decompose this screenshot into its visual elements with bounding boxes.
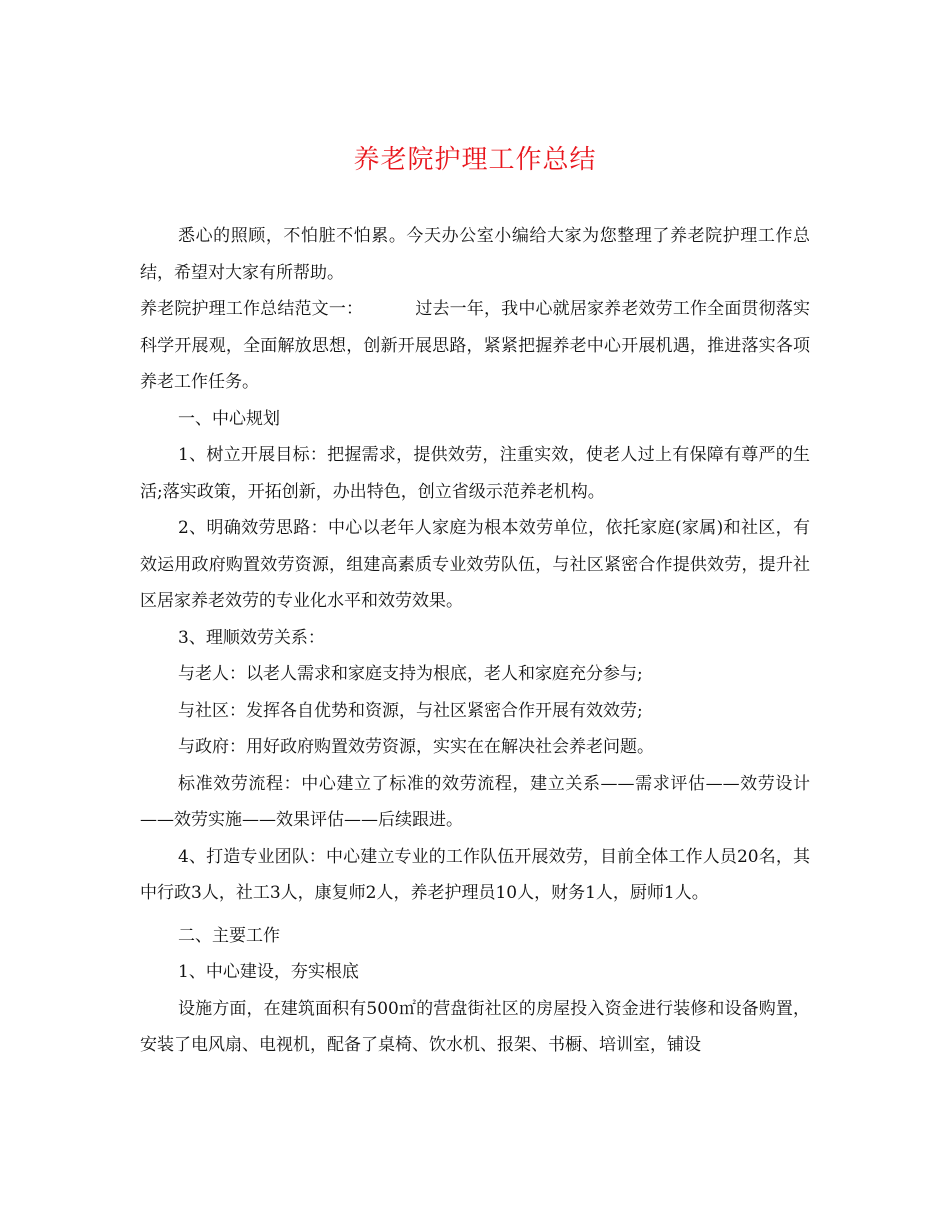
heading-center-planning: 一、中心规划 [178,408,280,429]
sample-one-label: 养老院护理工作总结范文一： [140,299,364,319]
heading-main-work: 二、主要工作 [178,925,280,946]
paragraph-intro: 悉心的照顾，不怕脏不怕累。今天办公室小编给大家为您整理了养老院护理工作总结，希望对大家有所帮助。 [140,226,810,283]
paragraph-sample-one [140,291,810,401]
paragraph-with-elderly: 与老人：以老人需求和家庭支持为根底，老人和家庭充分参与; [178,664,643,684]
paragraph-center-building: 1、中心建设，夯实根底 [178,962,359,982]
paragraph-goal: 1、树立开展目标：把握需求，提供效劳，注重实效，使老人过上有保障有尊严的生活;落实政策，开拓创新，办出特色，创立省级示范养老机构。 [140,445,810,502]
document-body [140,218,810,1064]
paragraph-service-approach: 2、明确效劳思路：中心以老年人家庭为根本效劳单位，依托家庭(家属)和社区，有效运用政府购置效劳资源，组建高素质专业效劳队伍，与社区紧密合作提供效劳，提升社区居家养老效劳的专业化水平和效劳效果。 [140,518,810,611]
document-title: 养老院护理工作总结 [353,145,597,175]
paragraph-with-government: 与政府：用好政府购置效劳资源，实实在在解决社会养老问题。 [178,737,654,757]
sample-one-text: 过去一年，我中心就居家养老效劳工作全面贯彻落实科学开展观，全面解放思想，创新开展思路，紧紧把握养老中心开展机遇，推进落实各项养老工作任务。 [140,299,811,392]
paragraph-relations-heading: 3、理顺效劳关系： [178,627,325,648]
paragraph-standard-process: 标准效劳流程：中心建立了标准的效劳流程，建立关系——需求评估——效劳设计——效劳实施——效果评估——后续跟进。 [140,773,810,830]
paragraph-facilities: 设施方面，在建筑面积有500㎡的营盘街社区的房屋投入资金进行装修和设备购置，安装了电风扇、电视机，配备了桌椅、饮水机、报架、书橱、培训室，铺设 [140,998,810,1055]
paragraph-with-community: 与社区：发挥各自优势和资源，与社区紧密合作开展有效效劳; [178,700,643,721]
paragraph-team: 4、打造专业团队：中心建立专业的工作队伍开展效劳，目前全体工作人员20名，其中行政3人，社工3人，康复师2人，养老护理员10人，财务1人，厨师1人。 [140,846,810,903]
